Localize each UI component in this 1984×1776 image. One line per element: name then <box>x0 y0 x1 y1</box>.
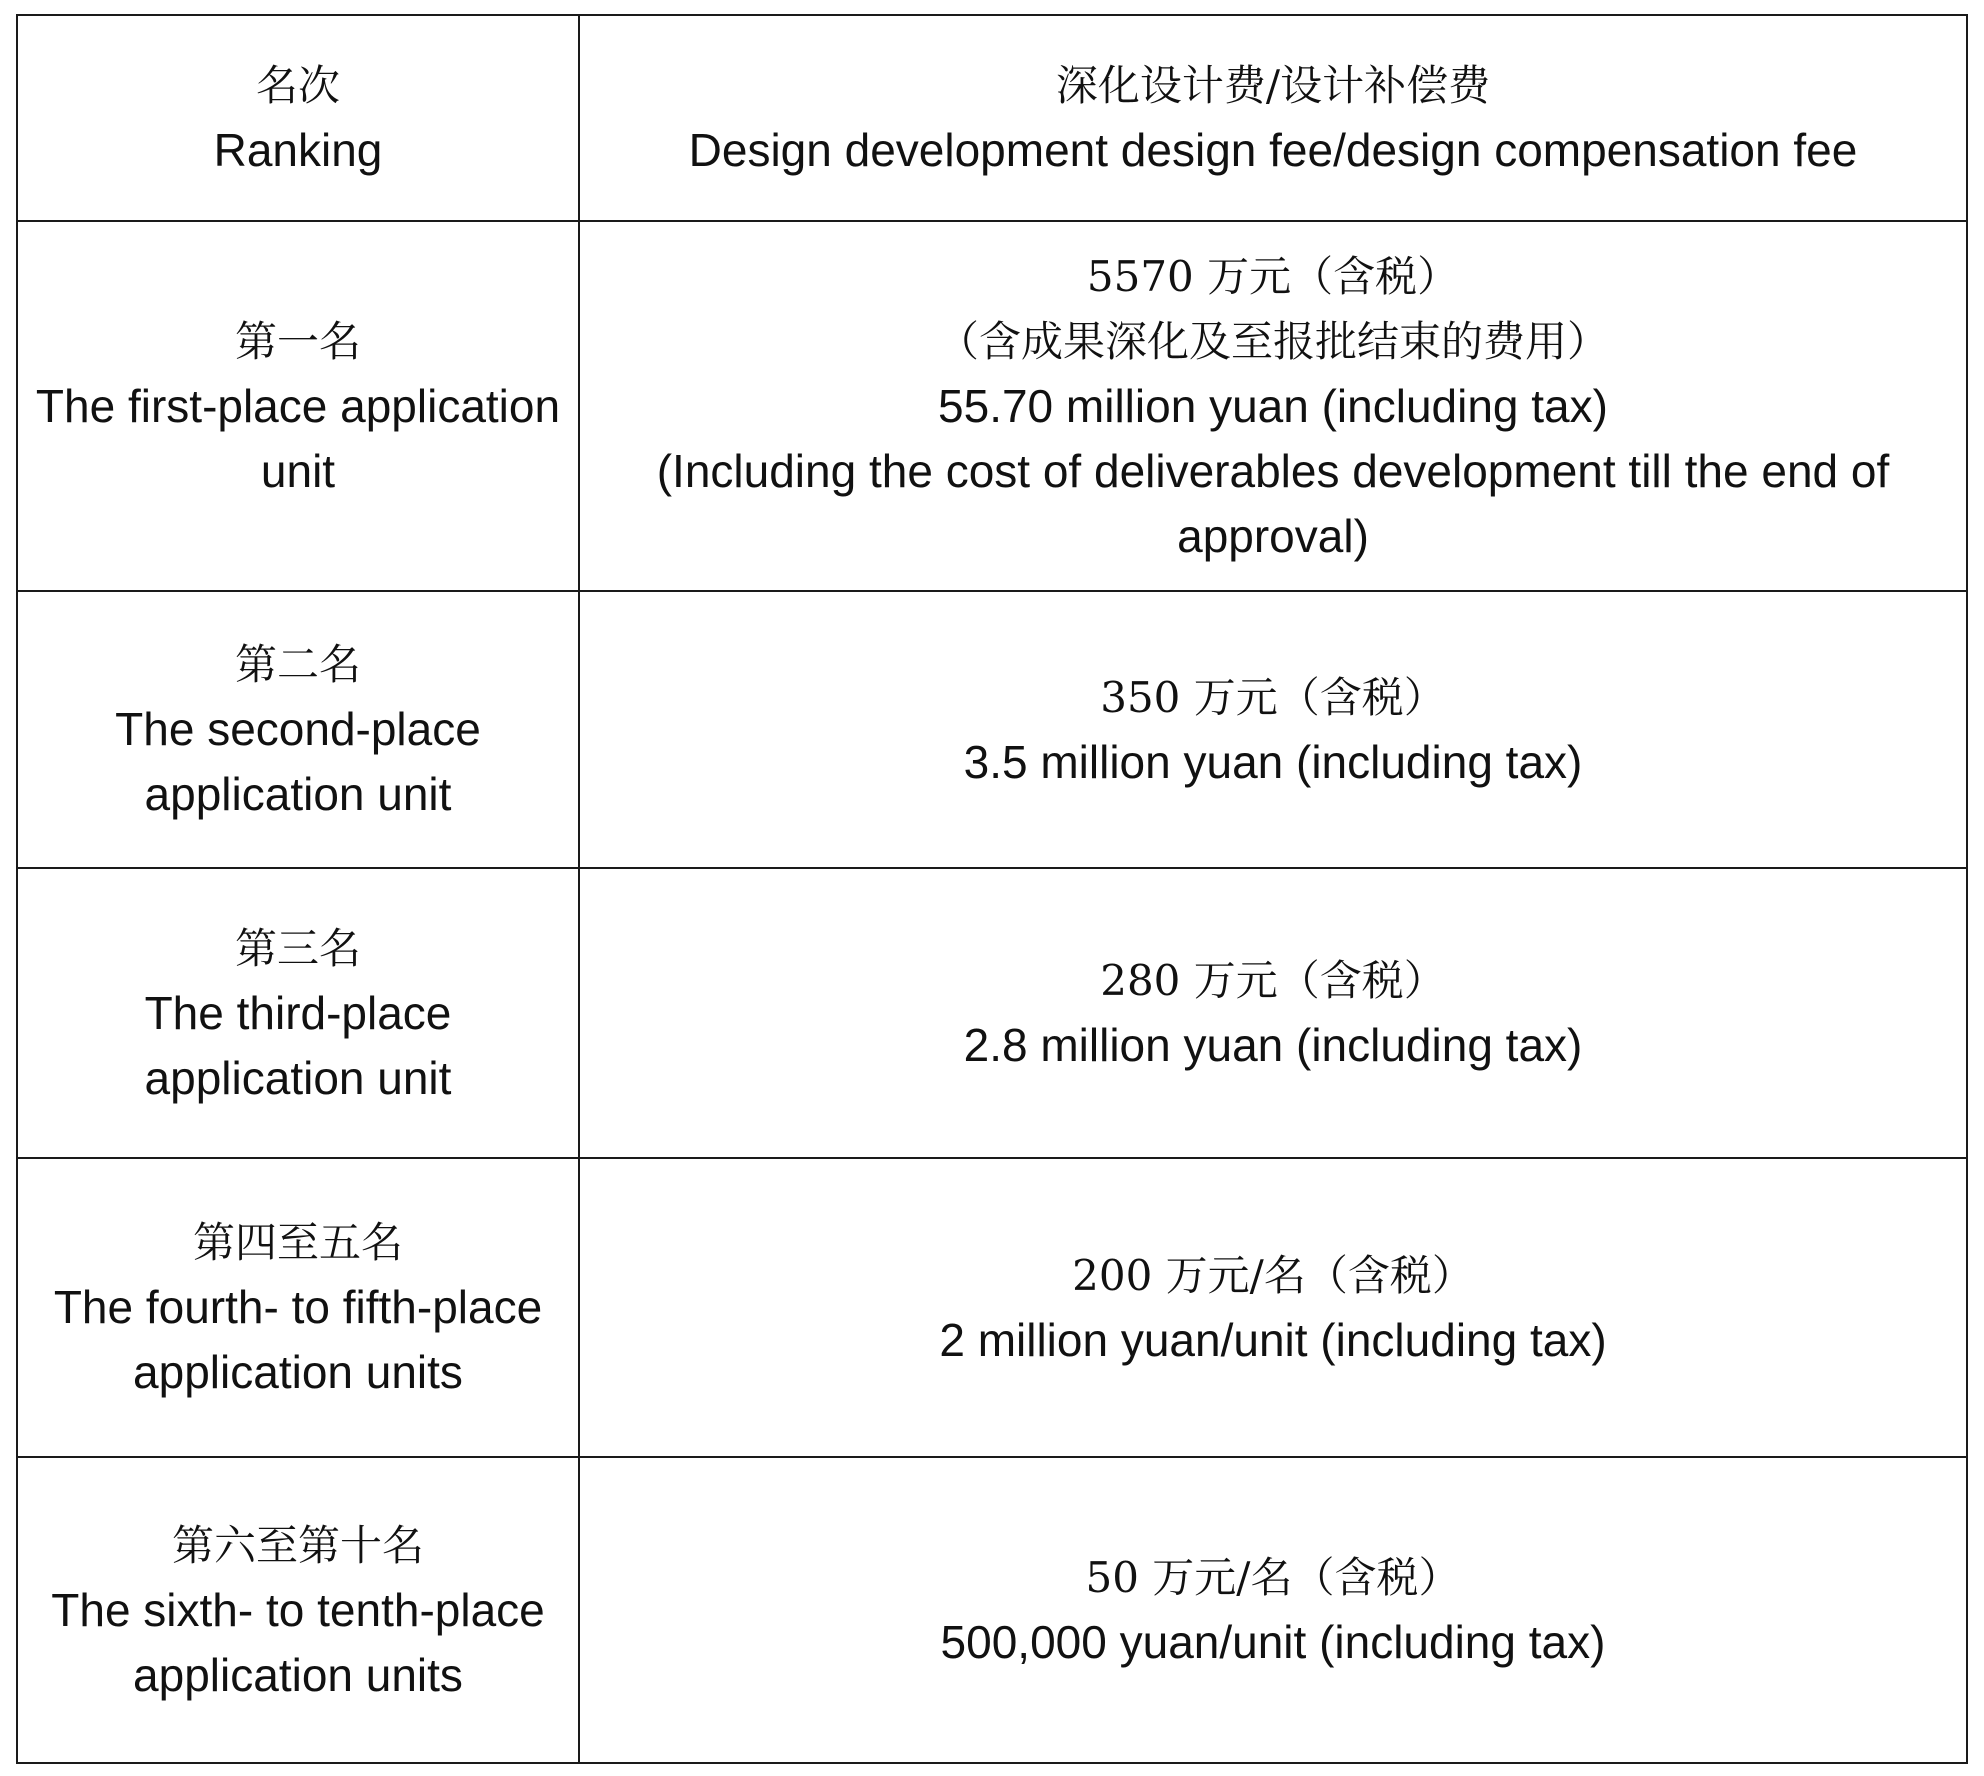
rank-zh: 第四至五名 <box>192 1218 403 1267</box>
header-ranking-en: Ranking <box>213 124 383 176</box>
fee-en: 2.8 million yuan (including tax) <box>963 1019 1583 1071</box>
table-row <box>17 1158 1967 1457</box>
rank-en: The first-place application unit <box>35 379 561 497</box>
rank-zh: 第一名 <box>234 316 361 366</box>
fee-en: 3.5 million yuan (including tax) <box>963 735 1583 788</box>
fee-en-note: (Including the cost of deliverables development till the end of approval) <box>656 444 1890 562</box>
header-ranking-zh: 名次 <box>255 61 340 110</box>
fee-zh: 200 万元/名（含税） <box>1072 1250 1474 1300</box>
rank-cell <box>17 868 579 1158</box>
table-row <box>17 1457 1967 1763</box>
fee-en: 500,000 yuan/unit (including tax) <box>940 1616 1606 1668</box>
fee-zh: 50 万元/名（含税） <box>1085 1553 1461 1602</box>
header-fee-zh: 深化设计费/设计补偿费 <box>1055 61 1491 110</box>
table-row <box>17 591 1967 868</box>
rank-zh: 第六至第十名 <box>171 1520 424 1570</box>
fee-cell <box>579 1457 1967 1763</box>
fee-zh: 350 万元（含税） <box>1100 672 1446 722</box>
rank-zh: 第三名 <box>234 923 361 973</box>
fee-table <box>16 14 1968 1764</box>
header-cell-fee <box>579 15 1967 221</box>
fee-cell <box>579 591 1967 868</box>
fee-cell <box>579 1158 1967 1457</box>
fee-zh: 5570 万元（含税） <box>1086 251 1460 301</box>
rank-zh: 第二名 <box>234 640 361 689</box>
rank-en: The sixth- to tenth-place application units <box>51 1583 545 1701</box>
rank-en: The second-place application unit <box>115 703 481 820</box>
rank-en: The third-place application unit <box>144 986 452 1104</box>
rank-cell <box>17 221 579 591</box>
header-fee-en: Design development design fee/design compensation fee <box>688 124 1858 176</box>
fee-en: 55.70 million yuan (including tax) <box>938 379 1608 432</box>
table-row <box>17 221 1967 591</box>
rank-cell <box>17 1158 579 1457</box>
fee-en: 2 million yuan/unit (including tax) <box>939 1313 1607 1366</box>
table-header-row <box>17 15 1967 221</box>
header-cell-ranking <box>17 15 579 221</box>
fee-cell <box>579 221 1967 591</box>
table-row <box>17 868 1967 1158</box>
fee-zh-note: （含成果深化及至报批结束的费用） <box>936 316 1609 366</box>
rank-en: The fourth- to fifth-place application units <box>53 1281 543 1398</box>
fee-cell <box>579 868 1967 1158</box>
rank-cell <box>17 1457 579 1763</box>
fee-zh: 280 万元（含税） <box>1100 956 1446 1005</box>
rank-cell <box>17 591 579 868</box>
